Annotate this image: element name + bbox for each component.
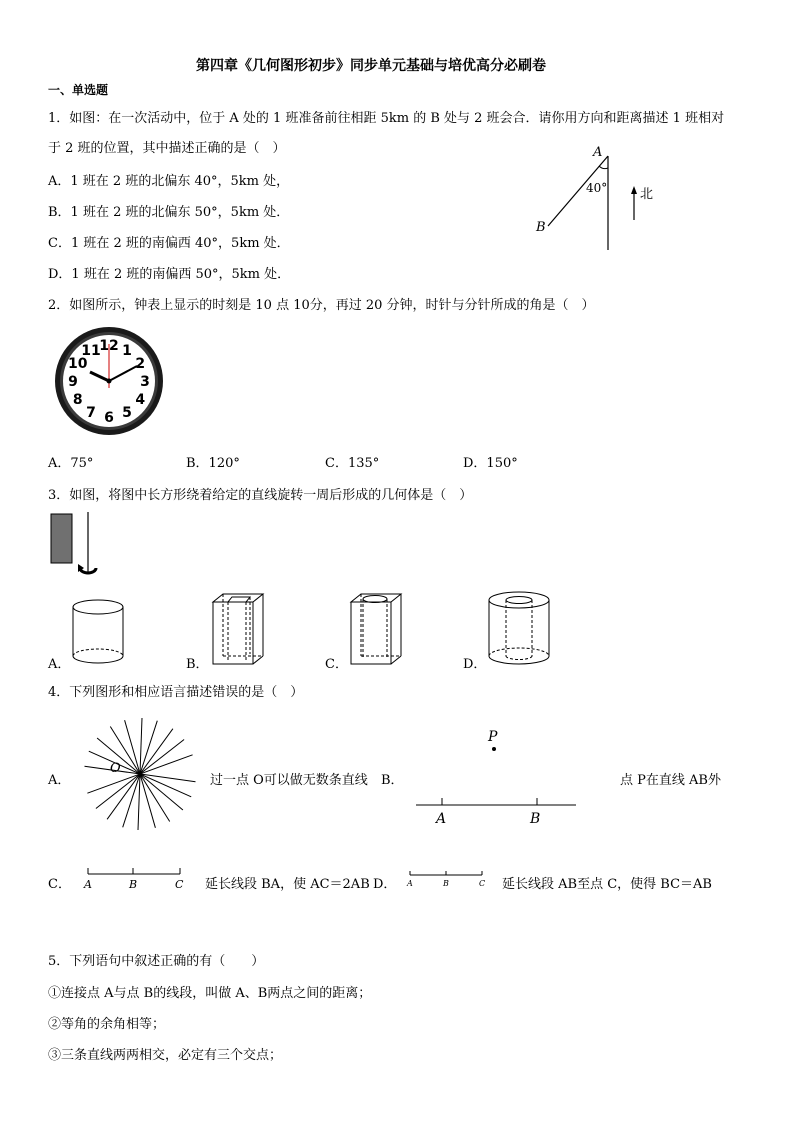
q1-direction-figure bbox=[530, 140, 670, 255]
q2-option-a: A．75° bbox=[48, 456, 94, 471]
q5-item-3: ③三条直线两两相交，必定有三个交点； bbox=[48, 1048, 283, 1063]
q5-item-1: ①连接点 A与点 B的线段，叫做 A、B两点之间的距离； bbox=[48, 986, 372, 1001]
q1-angle-label: 40° bbox=[586, 181, 608, 195]
q4-b-label-b: B bbox=[530, 811, 541, 827]
q1-option-d: D．1 班在 2 班的南偏西 50°，5km 处． bbox=[48, 267, 291, 282]
q4-stem: 4．下列图形和相应语言描述错误的是（ ） bbox=[48, 685, 304, 700]
q1-option-a: A．1 班在 2 班的北偏东 40°，5km 处， bbox=[48, 174, 290, 189]
q4-extend-ba-figure bbox=[82, 862, 192, 892]
clock-numeral: 12 bbox=[99, 338, 119, 354]
q4-option-a-text: 过一点 O可以做无数条直线 bbox=[210, 773, 368, 788]
clock-numeral: 10 bbox=[68, 356, 88, 372]
q4-option-b-text: 点 P在直线 AB外 bbox=[620, 773, 721, 788]
q4-option-d-label: D． bbox=[373, 877, 397, 892]
q4-option-c-text: 延长线段 BA，使 AC＝2AB bbox=[205, 877, 370, 892]
q3-box-with-cylinder-figure bbox=[346, 590, 406, 668]
q3-hollow-box-figure bbox=[208, 590, 268, 668]
q4-option-c-label: C． bbox=[48, 877, 71, 892]
clock-numeral: 2 bbox=[135, 356, 146, 372]
clock-numeral: 11 bbox=[81, 342, 101, 359]
q4-d-label-c: C bbox=[479, 879, 486, 888]
q3-option-b: B． bbox=[186, 657, 209, 672]
q4-label-p: P bbox=[488, 729, 498, 745]
q1-option-b: B．1 班在 2 班的北偏东 50°，5km 处． bbox=[48, 205, 290, 220]
q5-stem: 5．下列语句中叙述正确的有（ ） bbox=[48, 954, 265, 969]
q1-stem-line2: 于 2 班的位置，其中描述正确的是（ ） bbox=[48, 141, 286, 156]
q3-hollow-cylinder-figure bbox=[488, 590, 552, 668]
q3-option-d: D． bbox=[463, 657, 487, 672]
clock-numeral: 8 bbox=[72, 392, 83, 408]
page-title: 第四章《几何图形初步》同步单元基础与培优高分必刷卷 bbox=[196, 58, 546, 74]
clock-numeral: 3 bbox=[140, 374, 150, 390]
clock-numeral: 4 bbox=[135, 392, 146, 408]
q2-option-d: D．150° bbox=[463, 456, 518, 471]
q4-option-d-text: 延长线段 AB至点 C，使得 BC＝AB bbox=[502, 877, 712, 892]
q4-option-a-label: A． bbox=[48, 773, 71, 788]
q4-b-label-a: A bbox=[436, 811, 447, 827]
q2-option-c: C．135° bbox=[325, 456, 380, 471]
q3-rectangle-axis-figure bbox=[50, 512, 110, 582]
q1-option-c: C．1 班在 2 班的南偏西 40°，5km 处． bbox=[48, 236, 290, 251]
q4-label-o: O bbox=[110, 761, 121, 776]
q4-extend-ab-figure bbox=[404, 866, 494, 890]
clock-numeral: 6 bbox=[104, 410, 114, 426]
q4-d-label-b: B bbox=[443, 879, 449, 888]
q4-c-label-b: B bbox=[129, 878, 138, 891]
clock-numeral: 1 bbox=[122, 342, 132, 359]
clock-numeral: 7 bbox=[86, 405, 96, 422]
q1-label-b: B bbox=[536, 220, 546, 235]
q3-option-a: A． bbox=[48, 657, 71, 672]
q4-c-label-a: A bbox=[84, 878, 92, 891]
q3-cylinder-figure bbox=[72, 598, 128, 668]
clock-numeral: 5 bbox=[122, 405, 132, 422]
q5-item-2: ②等角的余角相等； bbox=[48, 1017, 166, 1032]
q2-option-b: B．120° bbox=[186, 456, 240, 471]
clock-figure bbox=[54, 326, 166, 438]
q3-option-c: C． bbox=[325, 657, 348, 672]
q4-c-label-c: C bbox=[175, 878, 184, 891]
q1-label-a: A bbox=[593, 145, 603, 160]
q4-d-label-a: A bbox=[407, 879, 413, 888]
clock-numeral: 9 bbox=[68, 374, 78, 390]
q4-lines-through-point-figure bbox=[72, 718, 202, 828]
q1-stem-line1: 1．如图：在一次活动中，位于 A 处的 1 班准备前往相距 5km 的 B 处与 2 班会合．请你用方向和距离描述 1 班相对 bbox=[48, 111, 725, 126]
q4-point-off-line-figure bbox=[412, 724, 582, 830]
q2-stem: 2．如图所示，钟表上显示的时刻是 10 点 10分，再过 20 分钟，时针与分针所成的角是（ ） bbox=[48, 298, 595, 313]
q1-north-label: 北 bbox=[640, 187, 654, 202]
q4-option-b-label: B． bbox=[381, 773, 404, 788]
section-heading: 一、单选题 bbox=[48, 83, 109, 97]
q3-stem: 3．如图，将图中长方形绕着给定的直线旋转一周后形成的几何体是（ ） bbox=[48, 488, 473, 503]
